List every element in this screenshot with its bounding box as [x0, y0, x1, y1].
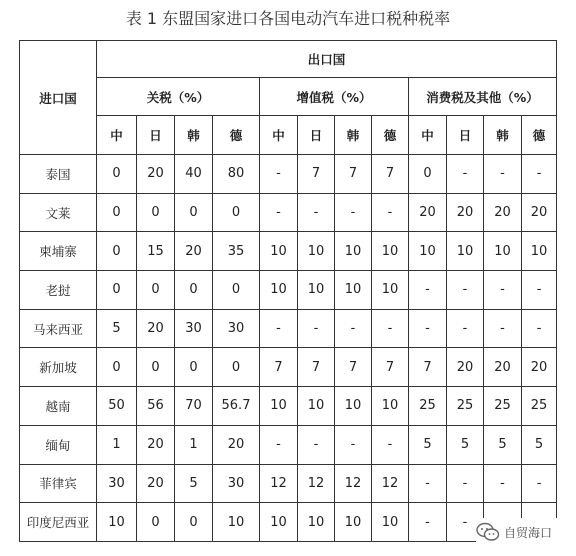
rate-cell: -: [447, 309, 484, 348]
rate-cell: 5: [97, 309, 137, 348]
rate-cell: 5: [175, 464, 213, 503]
rate-cell: 30: [213, 464, 260, 503]
rate-cell: -: [522, 155, 557, 194]
rate-cell: 12: [335, 464, 372, 503]
table-body: [20, 155, 557, 542]
table-row: [20, 387, 557, 426]
country-cell: 缅甸: [20, 425, 97, 464]
rate-cell: 70: [175, 387, 213, 426]
rate-cell: -: [409, 271, 447, 310]
sub-col-header: 中: [97, 116, 137, 155]
country-cell: 马来西亚: [20, 309, 97, 348]
sub-header-row: [20, 116, 557, 155]
sub-col-header: 日: [137, 116, 175, 155]
rate-cell: 5: [522, 425, 557, 464]
country-cell: 印度尼西亚: [20, 503, 97, 542]
rate-cell: 10: [335, 271, 372, 310]
rate-cell: 30: [213, 309, 260, 348]
rate-cell: 0: [175, 348, 213, 387]
rate-cell: 10: [260, 503, 298, 542]
rate-cell: 20: [137, 464, 175, 503]
rate-cell: -: [335, 309, 372, 348]
rate-cell: 0: [137, 271, 175, 310]
importer-header: 进口国: [20, 41, 97, 155]
rate-cell: 25: [447, 387, 484, 426]
table-row: [20, 309, 557, 348]
sub-col-header: 韩: [335, 116, 372, 155]
rate-cell: 30: [97, 464, 137, 503]
rate-cell: -: [335, 425, 372, 464]
rate-cell: 0: [97, 193, 137, 232]
country-cell: 柬埔寨: [20, 232, 97, 271]
rate-cell: 10: [522, 232, 557, 271]
wechat-icon: [476, 522, 500, 542]
rate-cell: 10: [372, 387, 409, 426]
rate-cell: 10: [298, 232, 335, 271]
rate-cell: 5: [484, 425, 522, 464]
rate-cell: 20: [175, 232, 213, 271]
rate-cell: 12: [260, 464, 298, 503]
table-row: [20, 193, 557, 232]
table-row: [20, 348, 557, 387]
rate-cell: 7: [298, 155, 335, 194]
rate-cell: 56.7: [213, 387, 260, 426]
rate-cell: -: [372, 309, 409, 348]
rate-cell: 10: [97, 503, 137, 542]
rate-cell: 0: [213, 348, 260, 387]
rate-cell: 20: [522, 193, 557, 232]
rate-cell: 0: [409, 155, 447, 194]
rate-cell: 7: [372, 348, 409, 387]
sub-col-header: 日: [447, 116, 484, 155]
rate-cell: -: [447, 271, 484, 310]
rate-cell: 25: [409, 387, 447, 426]
sub-col-header: 韩: [175, 116, 213, 155]
rate-cell: -: [298, 309, 335, 348]
rate-cell: -: [409, 503, 447, 542]
rate-cell: -: [372, 193, 409, 232]
rate-cell: -: [409, 309, 447, 348]
rate-cell: 10: [260, 232, 298, 271]
rate-cell: 10: [484, 232, 522, 271]
rate-cell: 0: [137, 193, 175, 232]
rate-cell: 12: [298, 464, 335, 503]
sub-col-header: 德: [213, 116, 260, 155]
rate-cell: 10: [298, 271, 335, 310]
rate-cell: 0: [97, 232, 137, 271]
rate-cell: 7: [260, 348, 298, 387]
country-cell: 文莱: [20, 193, 97, 232]
rate-cell: 20: [213, 425, 260, 464]
sub-col-header: 韩: [484, 116, 522, 155]
tax-rate-table: [19, 40, 557, 542]
rate-cell: 10: [372, 503, 409, 542]
rate-cell: -: [484, 271, 522, 310]
rate-cell: 10: [335, 387, 372, 426]
rate-cell: 5: [409, 425, 447, 464]
rate-cell: 1: [97, 425, 137, 464]
group-header-tariff: 关税（%）: [97, 78, 260, 116]
rate-cell: 12: [372, 464, 409, 503]
rate-cell: -: [260, 309, 298, 348]
rate-cell: 0: [97, 271, 137, 310]
rate-cell: 20: [484, 193, 522, 232]
rate-cell: -: [260, 155, 298, 194]
watermark-text: 自贸海口: [504, 525, 553, 540]
rate-cell: 20: [137, 425, 175, 464]
table-row: [20, 271, 557, 310]
sub-col-header: 德: [372, 116, 409, 155]
rate-cell: -: [260, 193, 298, 232]
rate-cell: 15: [137, 232, 175, 271]
rate-cell: 0: [97, 155, 137, 194]
rate-cell: 20: [409, 193, 447, 232]
country-cell: 菲律宾: [20, 464, 97, 503]
country-cell: 泰国: [20, 155, 97, 194]
rate-cell: 0: [137, 503, 175, 542]
rate-cell: -: [298, 425, 335, 464]
rate-cell: 0: [137, 348, 175, 387]
rate-cell: 25: [484, 387, 522, 426]
rate-cell: -: [522, 309, 557, 348]
country-cell: 老挝: [20, 271, 97, 310]
group-header-consumption: 消费税及其他（%）: [409, 78, 557, 116]
rate-cell: 7: [335, 155, 372, 194]
rate-cell: 7: [409, 348, 447, 387]
rate-cell: 50: [97, 387, 137, 426]
rate-cell: 30: [175, 309, 213, 348]
rate-cell: -: [372, 425, 409, 464]
country-cell: 新加坡: [20, 348, 97, 387]
exporter-header: 出口国: [97, 41, 557, 78]
rate-cell: -: [484, 309, 522, 348]
rate-cell: 10: [260, 387, 298, 426]
rate-cell: 0: [213, 193, 260, 232]
rate-cell: 7: [298, 348, 335, 387]
rate-cell: 0: [175, 193, 213, 232]
country-cell: 越南: [20, 387, 97, 426]
sub-col-header: 中: [409, 116, 447, 155]
rate-cell: -: [522, 464, 557, 503]
rate-cell: 35: [213, 232, 260, 271]
rate-cell: -: [484, 155, 522, 194]
rate-cell: 0: [97, 348, 137, 387]
rate-cell: 7: [372, 155, 409, 194]
rate-cell: 0: [175, 503, 213, 542]
rate-cell: 10: [298, 503, 335, 542]
rate-cell: 10: [447, 232, 484, 271]
rate-cell: -: [447, 464, 484, 503]
rate-cell: 10: [335, 503, 372, 542]
rate-cell: 10: [260, 271, 298, 310]
table-row: [20, 232, 557, 271]
table-row: [20, 425, 557, 464]
rate-cell: 0: [213, 271, 260, 310]
rate-cell: -: [335, 193, 372, 232]
rate-cell: -: [522, 271, 557, 310]
rate-cell: 10: [335, 232, 372, 271]
rate-cell: -: [447, 155, 484, 194]
rate-cell: 0: [175, 271, 213, 310]
rate-cell: 20: [484, 348, 522, 387]
rate-cell: 80: [213, 155, 260, 194]
rate-cell: 10: [409, 232, 447, 271]
rate-cell: 10: [298, 387, 335, 426]
rate-cell: -: [484, 464, 522, 503]
rate-cell: 20: [137, 309, 175, 348]
sub-col-header: 日: [298, 116, 335, 155]
rate-cell: 20: [137, 155, 175, 194]
rate-cell: -: [409, 464, 447, 503]
rate-cell: 7: [335, 348, 372, 387]
rate-cell: -: [447, 503, 484, 542]
table-title: 表 1 东盟国家进口各国电动汽车进口税种税率: [125, 9, 451, 28]
sub-col-header: 德: [522, 116, 557, 155]
rate-cell: 20: [447, 348, 484, 387]
rate-cell: 56: [137, 387, 175, 426]
sub-col-header: 中: [260, 116, 298, 155]
rate-cell: 20: [522, 348, 557, 387]
watermark: [476, 518, 574, 546]
rate-cell: -: [298, 193, 335, 232]
table-row: [20, 155, 557, 194]
table-row: [20, 464, 557, 503]
rate-cell: 20: [447, 193, 484, 232]
rate-cell: 25: [522, 387, 557, 426]
rate-cell: 10: [213, 503, 260, 542]
rate-cell: 10: [372, 232, 409, 271]
rate-cell: 5: [447, 425, 484, 464]
group-header-vat: 增值税（%）: [260, 78, 409, 116]
rate-cell: 40: [175, 155, 213, 194]
rate-cell: -: [260, 425, 298, 464]
rate-cell: 10: [372, 271, 409, 310]
rate-cell: 1: [175, 425, 213, 464]
